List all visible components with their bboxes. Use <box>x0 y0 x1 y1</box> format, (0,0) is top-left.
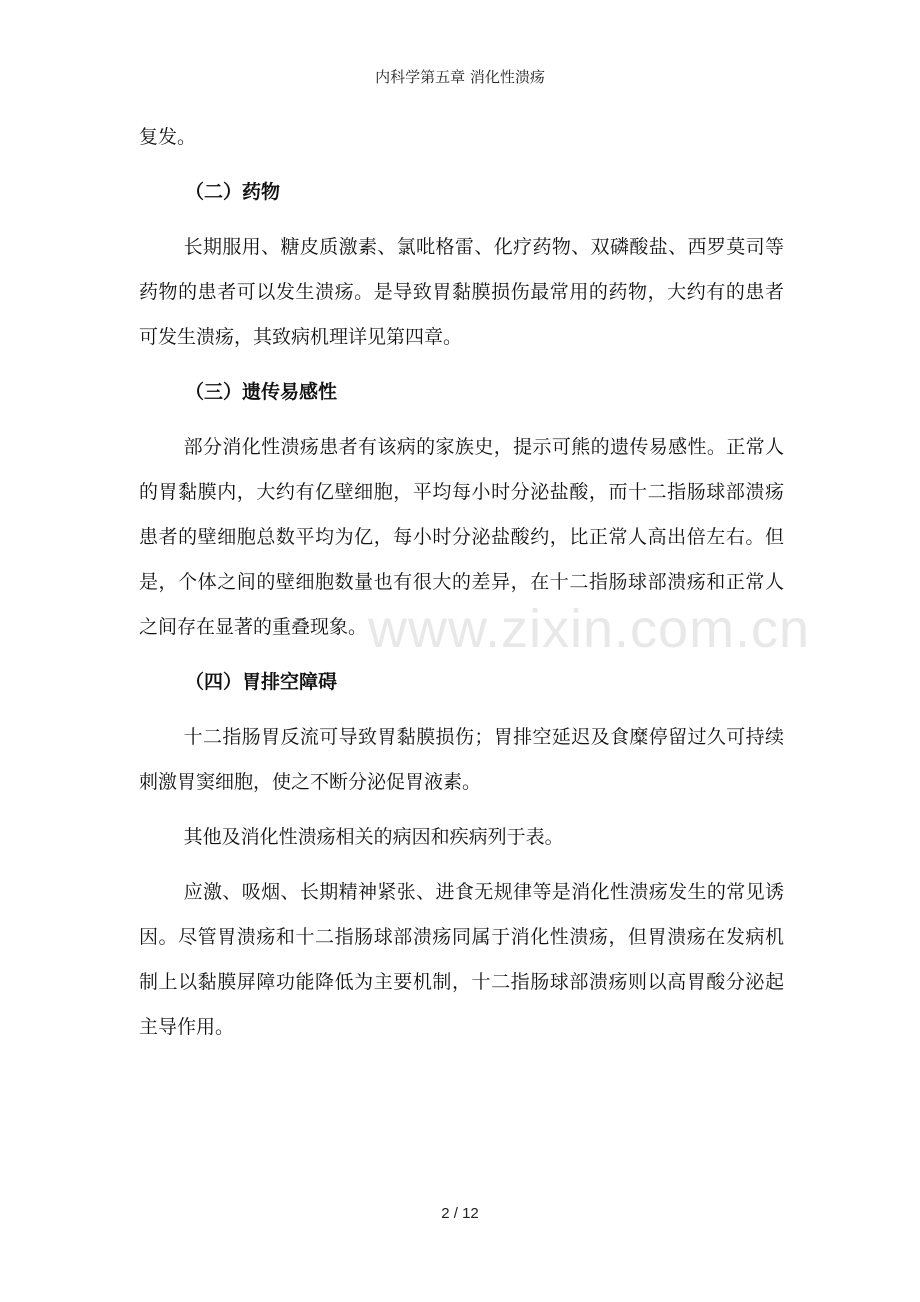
section-heading-gastric-emptying: （四）胃排空障碍 <box>185 671 338 693</box>
paragraph-inducements: 应激、吸烟、长期精神紧张、进食无规律等是消化性溃疡发生的常见诱因。尽管胃溃疡和十二指肠球部溃疡同属于消化性溃疡，但胃溃疡在发病机制上以黏膜屏障功能降低为主要机制，十二指肠球部溃疡则以高胃酸分泌起主导作用。 <box>139 881 784 1038</box>
paragraph-genetic: 部分消化性溃疡患者有该病的家族史，提示可熊的遗传易感性。正常人的胃黏膜内，大约有亿壁细胞，平均每小时分泌盐酸，而十二指肠球部溃疡患者的壁细胞总数平均为亿，每小时分泌盐酸约，比正常人高出倍左右。但是，个体之间的壁细胞数量也有很大的差异，在十二指肠球部溃疡和正常人之间存在显著的重叠现象。 <box>139 436 784 638</box>
paragraph-continued: 复发。 <box>139 126 197 148</box>
paragraph-other-causes: 其他及消化性溃疡相关的病因和疾病列于表。 <box>183 826 564 848</box>
paragraph-drug: 长期服用、糖皮质激素、氯吡格雷、化疗药物、双磷酸盐、西罗莫司等药物的患者可以发生溃疡。是导致胃黏膜损伤最常用的药物，大约有的患者可发生溃疡，其致病机理详见第四章。 <box>139 236 784 348</box>
document-body <box>139 115 784 1060</box>
paragraph-gastric-emptying: 十二指肠胃反流可导致胃黏膜损伤；胃排空延迟及食糜停留过久可持续刺激胃窦细胞，使之不断分泌促胃液素。 <box>139 726 784 793</box>
section-heading-drug: （二）药物 <box>185 181 281 203</box>
page-header: 内科学第五章 消化性溃疡 <box>375 68 545 86</box>
section-heading-genetic: （三）遗传易感性 <box>185 381 338 403</box>
page-number: 2 / 12 <box>441 1205 479 1222</box>
watermark: www.zixin.com.cn <box>368 599 811 659</box>
